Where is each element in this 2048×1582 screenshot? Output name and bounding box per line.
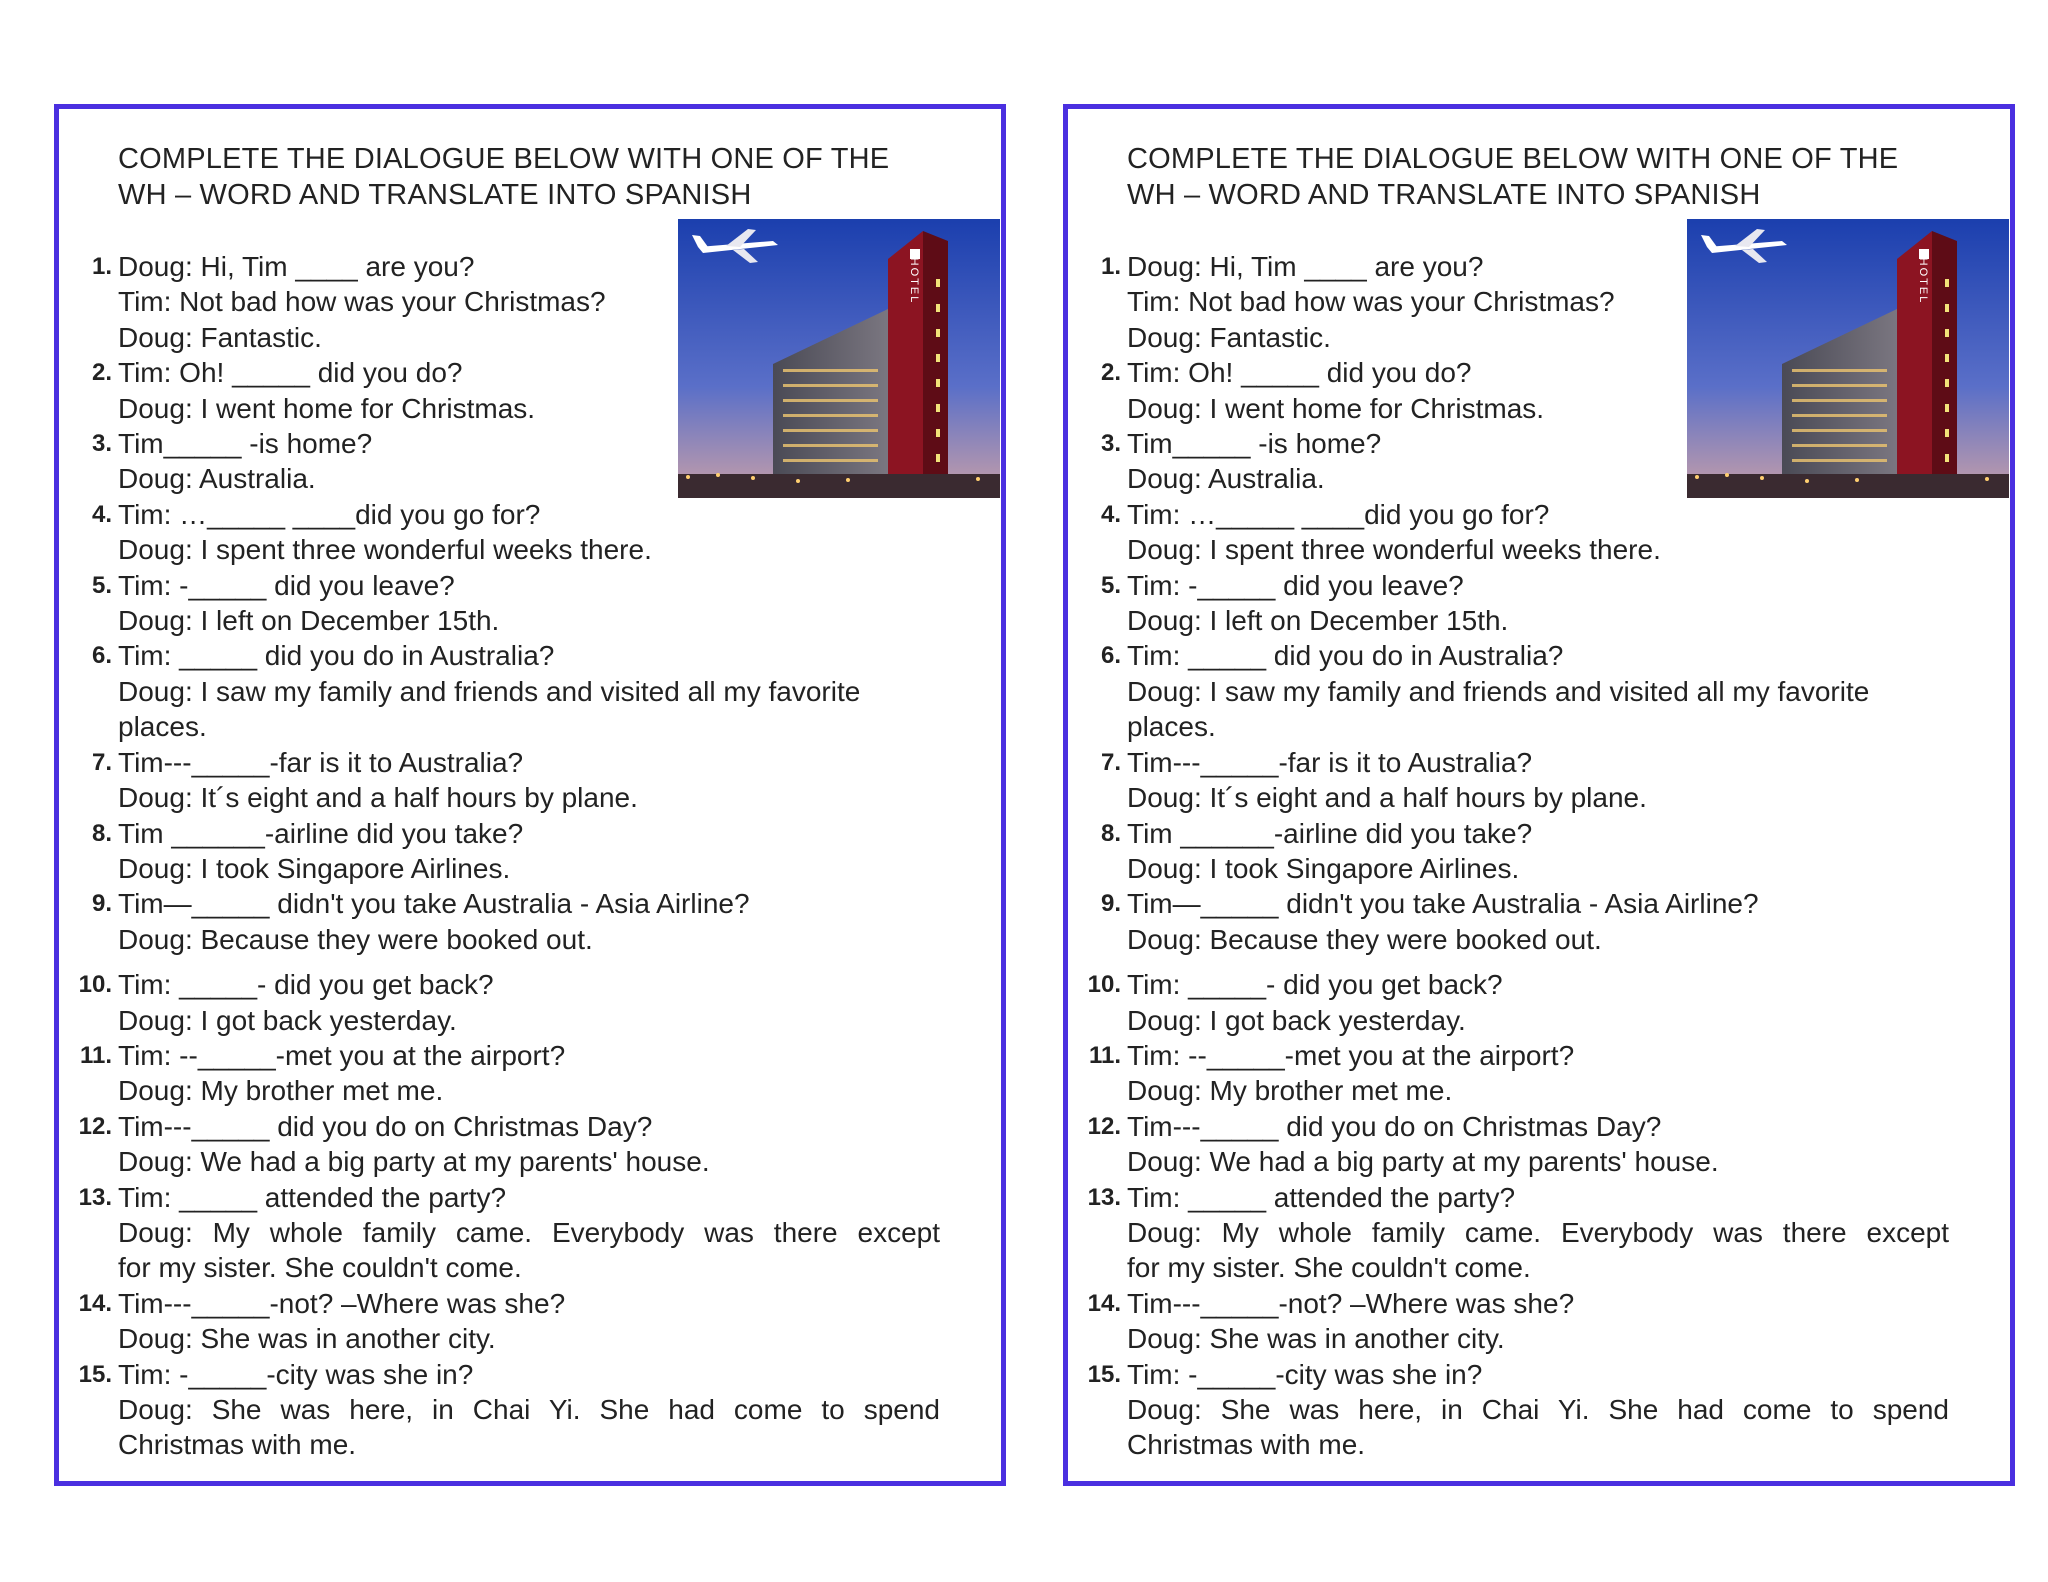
item-number: 10. (78, 971, 112, 999)
dialogue-line: Doug: I went home for Christmas. (1127, 392, 1545, 424)
dialogue-line: Christmas with me. (1127, 1429, 1366, 1461)
exercise-item (59, 355, 999, 426)
dialogue-line: Tim---_____-not? –Where was she? (1127, 1287, 1575, 1319)
exercise-item (1068, 638, 2008, 744)
title-line-2: WH – WORD AND TRANSLATE INTO SPANISH (1127, 179, 1761, 211)
dialogue-line: Doug: I took Singapore Airlines. (1127, 852, 1520, 884)
dialogue-line: Doug: I spent three wonderful weeks there. (118, 534, 652, 566)
dialogue-line: Doug: Australia. (1127, 463, 1325, 495)
exercise-item (59, 816, 999, 887)
dialogue-line: Doug: It´s eight and a half hours by plane. (1127, 782, 1647, 814)
dialogue-line: Tim: …_____ ____did you go for? (1127, 498, 1550, 530)
exercise-item (59, 886, 999, 957)
exercise-item (1068, 1180, 2008, 1286)
item-number: 8. (1100, 819, 1121, 847)
dialogue-line: Doug: My whole family came. Everybody was there except (118, 1216, 940, 1248)
item-number: 4. (1100, 500, 1121, 528)
exercise-item (1068, 1038, 2008, 1109)
item-number: 15. (1087, 1360, 1121, 1388)
title-line-1: COMPLETE THE DIALOGUE BELOW WITH ONE OF THE (118, 143, 890, 175)
item-number: 10. (1087, 971, 1121, 999)
worksheet-right (1063, 104, 2015, 1486)
dialogue-line: Doug: I saw my family and friends and visited all my favorite (1127, 675, 1870, 707)
item-number: 1. (91, 253, 112, 280)
dialogue-line: Tim---_____-not? –Where was she? (118, 1287, 566, 1319)
item-number: 5. (91, 571, 112, 599)
item-number: 11. (79, 1041, 112, 1069)
exercise-item (1068, 967, 2008, 1038)
exercise-item (59, 638, 999, 744)
exercise-item (1068, 355, 2008, 426)
item-number: 12. (78, 1112, 112, 1140)
dialogue-line: Tim_____ -is home? (118, 428, 373, 460)
item-number: 9. (1100, 890, 1121, 918)
item-number: 6. (91, 642, 112, 670)
worksheet-title (118, 141, 978, 213)
dialogue-line: Tim—_____ didn't you take Australia - Asia Airline? (118, 888, 750, 920)
worksheet-title (1127, 141, 1987, 213)
dialogue-line: Tim: Not bad how was your Christmas? (1127, 286, 1615, 318)
dialogue-line: Tim: --_____-met you at the airport? (118, 1039, 566, 1071)
dialogue-line: Tim: -_____ did you leave? (118, 569, 455, 601)
item-number: 2. (1100, 359, 1121, 387)
dialogue-line: Doug: Fantastic. (1127, 321, 1331, 353)
item-number: 3. (1100, 430, 1121, 458)
item-number: 7. (91, 748, 112, 776)
exercise-item (59, 1109, 999, 1180)
item-number: 7. (1100, 748, 1121, 776)
dialogue-line: for my sister. She couldn't come. (1127, 1252, 1531, 1284)
dialogue-line: Tim---_____ did you do on Christmas Day? (118, 1110, 653, 1142)
exercise-item (1068, 426, 2008, 497)
item-number: 1. (1100, 253, 1121, 280)
item-number: 12. (1087, 1112, 1121, 1140)
dialogue-line: Tim ______-airline did you take? (118, 817, 524, 849)
dialogue-line: Tim---_____-far is it to Australia? (1127, 746, 1533, 778)
exercise-item (59, 1038, 999, 1109)
dialogue-line: Tim: …_____ ____did you go for? (118, 498, 541, 530)
dialogue-line: Tim: _____- did you get back? (1127, 969, 1503, 1001)
dialogue-line: Doug: Because they were booked out. (1127, 923, 1602, 955)
item-number: 2. (91, 359, 112, 387)
exercise-item (1068, 745, 2008, 816)
exercise-item (1068, 816, 2008, 887)
dialogue-line: Tim: Not bad how was your Christmas? (118, 286, 606, 318)
dialogue-line: Doug: Hi, Tim ____ are you? (1127, 251, 1484, 282)
dialogue-line: Tim: _____- did you get back? (118, 969, 494, 1001)
dialogue-line: Doug: I went home for Christmas. (118, 392, 536, 424)
exercise-item (1068, 1357, 2008, 1463)
exercise-item (59, 497, 999, 568)
dialogue-line: Doug: Because they were booked out. (118, 923, 593, 955)
item-number: 13. (1087, 1183, 1121, 1211)
exercise-item (59, 249, 999, 355)
dialogue-line: Doug: She was here, in Chai Yi. She had come to spend (1127, 1394, 1949, 1425)
dialogue-line: Tim: _____ did you do in Australia? (1127, 640, 1564, 672)
item-number: 3. (91, 430, 112, 458)
dialogue-line: Christmas with me. (118, 1429, 357, 1461)
dialogue-line: Tim: Oh! _____ did you do? (118, 357, 463, 389)
dialogue-line: Tim---_____-far is it to Australia? (118, 746, 524, 778)
dialogue-line: Doug: I got back yesterday. (1127, 1004, 1466, 1036)
dialogue-line: Tim: _____ did you do in Australia? (118, 640, 555, 672)
dialogue-line: Tim: _____ attended the party? (118, 1181, 507, 1213)
exercise-item (59, 745, 999, 816)
item-number: 11. (1088, 1041, 1121, 1069)
dialogue-line: Tim: Oh! _____ did you do? (1127, 357, 1472, 389)
exercise-item (1068, 1109, 2008, 1180)
exercise-item (59, 426, 999, 497)
dialogue-line: Doug: Fantastic. (118, 321, 322, 353)
worksheet-left (54, 104, 1006, 1486)
dialogue-line: Doug: I left on December 15th. (118, 605, 500, 637)
dialogue-line: Doug: We had a big party at my parents' house. (1127, 1146, 1719, 1178)
dialogue-line: Doug: She was here, in Chai Yi. She had come to spend (118, 1394, 940, 1425)
item-number: 9. (91, 890, 112, 918)
dialogue-line: Doug: My brother met me. (118, 1075, 444, 1107)
dialogue-line: Doug: My brother met me. (1127, 1075, 1453, 1107)
dialogue-line: Doug: It´s eight and a half hours by plane. (118, 782, 638, 814)
dialogue-line: Doug: She was in another city. (118, 1323, 496, 1355)
dialogue-line: places. (1127, 711, 1216, 743)
dialogue-line: Tim: _____ attended the party? (1127, 1181, 1516, 1213)
exercise-item (59, 568, 999, 639)
dialogue-line: Doug: She was in another city. (1127, 1323, 1505, 1355)
item-number: 15. (78, 1360, 112, 1388)
exercise-item (1068, 886, 2008, 957)
title-line-2: WH – WORD AND TRANSLATE INTO SPANISH (118, 179, 752, 211)
item-number: 8. (91, 819, 112, 847)
dialogue-line: Tim_____ -is home? (1127, 428, 1382, 460)
dialogue-line: places. (118, 711, 207, 743)
dialogue-line: Tim: -_____-city was she in? (118, 1358, 474, 1390)
item-number: 4. (91, 500, 112, 528)
dialogue-line: Doug: I got back yesterday. (118, 1004, 457, 1036)
dialogue-line: Doug: We had a big party at my parents' house. (118, 1146, 710, 1178)
dialogue-line: Tim ______-airline did you take? (1127, 817, 1533, 849)
svg-text:HOTEL: HOTEL (1917, 257, 1929, 305)
item-number: 5. (1100, 571, 1121, 599)
dialogue-line: Tim: -_____ did you leave? (1127, 569, 1464, 601)
dialogue-line: Doug: Australia. (118, 463, 316, 495)
dialogue-line: Tim: -_____-city was she in? (1127, 1358, 1483, 1390)
dialogue-line: Doug: My whole family came. Everybody was there except (1127, 1216, 1949, 1248)
exercise-item (59, 967, 999, 1038)
dialogue-line: Tim: --_____-met you at the airport? (1127, 1039, 1575, 1071)
item-number: 14. (1087, 1289, 1121, 1317)
item-number: 6. (1100, 642, 1121, 670)
dialogue-line: for my sister. She couldn't come. (118, 1252, 522, 1284)
exercise-item (1068, 568, 2008, 639)
title-line-1: COMPLETE THE DIALOGUE BELOW WITH ONE OF THE (1127, 143, 1899, 175)
exercise-item (1068, 249, 2008, 355)
exercise-item (1068, 1286, 2008, 1357)
dialogue-line: Doug: I took Singapore Airlines. (118, 852, 511, 884)
exercise-item (1068, 497, 2008, 568)
dialogue-line: Doug: I spent three wonderful weeks there. (1127, 534, 1661, 566)
dialogue-line: Doug: I left on December 15th. (1127, 605, 1509, 637)
exercise-list (1068, 249, 2008, 1463)
item-number: 14. (78, 1289, 112, 1317)
dialogue-line: Tim—_____ didn't you take Australia - Asia Airline? (1127, 888, 1759, 920)
item-number: 13. (78, 1183, 112, 1211)
dialogue-line: Doug: I saw my family and friends and visited all my favorite (118, 675, 861, 707)
exercise-list (59, 249, 999, 1463)
dialogue-line: Doug: Hi, Tim ____ are you? (118, 251, 475, 282)
exercise-item (59, 1180, 999, 1286)
exercise-item (59, 1357, 999, 1463)
dialogue-line: Tim---_____ did you do on Christmas Day? (1127, 1110, 1662, 1142)
exercise-item (59, 1286, 999, 1357)
svg-text:HOTEL: HOTEL (908, 257, 920, 305)
